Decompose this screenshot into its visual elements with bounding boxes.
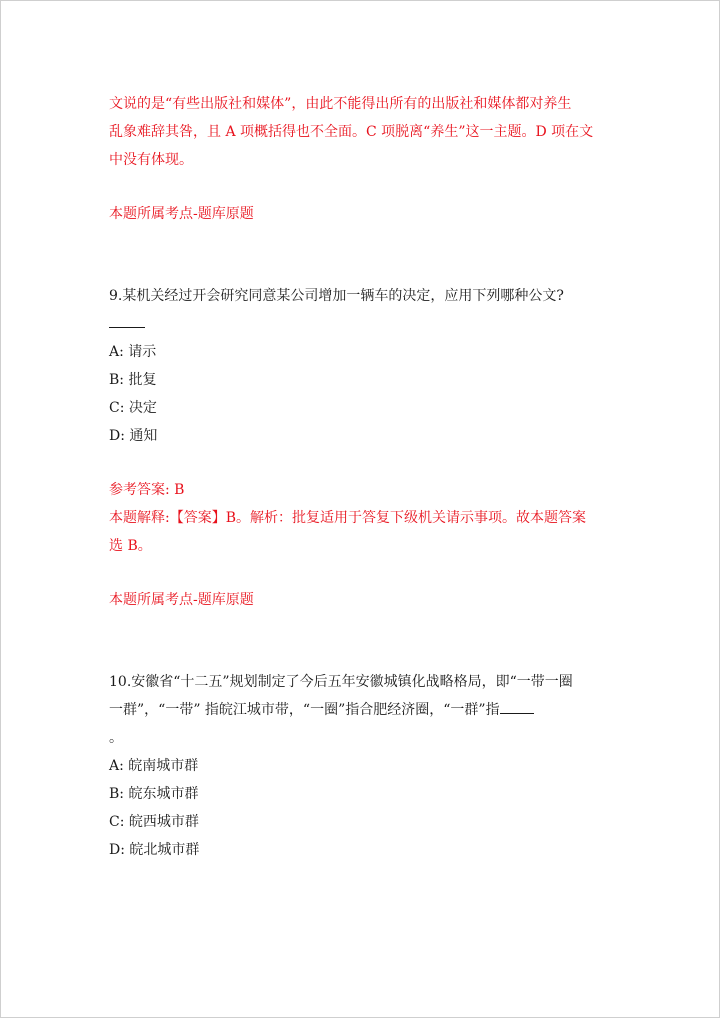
answer-explanation: 选 B。 (109, 538, 152, 554)
option-b: B: 批复 (109, 372, 157, 388)
previous-explanation (109, 90, 619, 174)
answer-explanation: 本题解释:【答案】B。解析：批复适用于答复下级机关请示事项。故本题答案 (109, 510, 587, 526)
question-source: 本题所属考点-题库原题 (109, 206, 254, 222)
document-content (109, 90, 619, 864)
question-stem-continued (109, 696, 619, 724)
option-a: A: 请示 (109, 344, 157, 360)
explanation-line: 乱象难辞其咎，且 A 项概括得也不全面。C 项脱离“养生”这一主题。D 项在文 (109, 124, 594, 140)
question-source: 本题所属考点-题库原题 (109, 592, 254, 608)
question-stem-end: 。 (109, 730, 123, 746)
option-b: B: 皖东城市群 (109, 786, 199, 802)
question-10 (109, 668, 619, 864)
answer-blank (109, 310, 619, 338)
option-d: D: 皖北城市群 (109, 842, 200, 858)
option-a: A: 皖南城市群 (109, 758, 199, 774)
reference-answer: 参考答案: B (109, 482, 185, 498)
question-stem-text: 一群”，“一带” 指皖江城市带，“一圈”指合肥经济圈，“一群”指 (109, 702, 500, 718)
option-c: C: 皖西城市群 (109, 814, 199, 830)
explanation-line: 中没有体现。 (109, 152, 193, 168)
option-c: C: 决定 (109, 400, 157, 416)
explanation-line: 文说的是“有些出版社和媒体”，由此不能得出所有的出版社和媒体都对养生 (109, 96, 572, 112)
option-d: D: 通知 (109, 428, 158, 444)
blank-underline (500, 699, 534, 714)
question-9 (109, 282, 619, 614)
question-stem: 10.安徽省“十二五”规划制定了今后五年安徽城镇化战略格局，即“一带一圈 (109, 674, 573, 690)
blank-underline (109, 313, 145, 328)
question-stem: 9.某机关经过开会研究同意某公司增加一辆车的决定，应用下列哪种公文? (109, 288, 564, 304)
